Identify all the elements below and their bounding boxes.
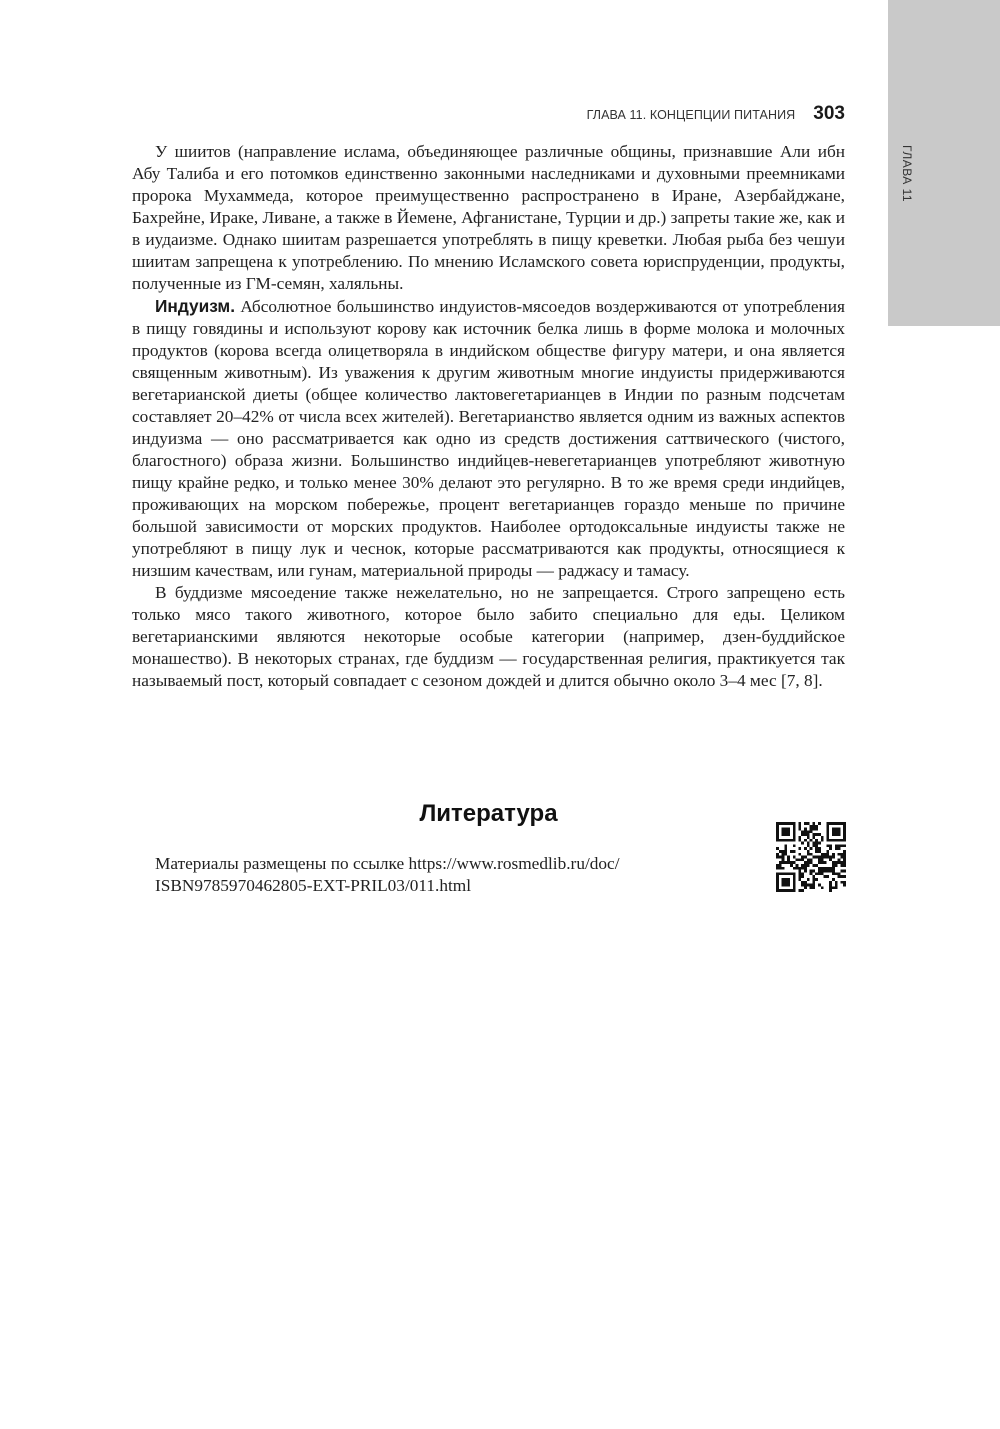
paragraph-hinduism [132, 295, 845, 582]
paragraph-hinduism-heading: Индуизм. [155, 296, 236, 316]
qr-code-icon [776, 822, 846, 892]
literature-heading: Литература [419, 800, 558, 827]
literature-reference [155, 853, 755, 897]
running-head-title: ГЛАВА 11. КОНЦЕПЦИИ ПИТАНИЯ [586, 108, 796, 122]
page-number: 303 [813, 103, 845, 124]
reference-line-2: ISBN9785970462805-EXT-PRIL03/011.html [155, 876, 472, 895]
body-text [132, 141, 845, 692]
paragraph-buddhism: В буддизме мясоедение также нежелательно, но не запрещается. Строго запрещено есть только мясо такого животного, которое было забито специально для еды. Целиком вегетарианскими являются некоторые особые категории (например, дзен-буддийское монашество). В некоторых странах, где буддизм — государственная религия, практикуется так называемый пост, который совпадает с сезоном дождей и длится обычно около 3–4 мес [7, 8]. [132, 583, 845, 690]
paragraph-shia: У шиитов (направление ислама, объединяющее различные общины, признавшие Али ибн Абу Талиба и его потомков единственно законными наследниками и духовными преемниками пророка Мухаммеда, которое преимущественно распространено в Иране, Азербайджане, Бахрейне, Ираке, Ливане, а также в Йемене, Афганистане, Турции и др.) запреты такие же, как и в иудаизме. Однако шиитам разрешается употреблять в пищу креветки. Любая рыба без чешуи шиитам запрещена к употреблению. По мнению Исламского совета юриспруденции, продукты, полученные из ГМ-семян, халяльны. [132, 142, 845, 293]
reference-line-1: Материалы размещены по ссылке https://www.rosmedlib.ru/doc/ [155, 854, 620, 873]
running-head [587, 103, 845, 125]
chapter-side-tab-label: ГЛАВА 11 [900, 145, 914, 203]
paragraph-hinduism-text: Абсолютное большинство индуистов-мясоедов воздерживаются от употребления в пищу говядины и используют корову как источник белка лишь в форме молока и молочных продуктов (корова всегда олицетворяла в индийском обществе фигуру матери, и она является священным животным). Из уважения к другим животным многие индуисты придерживаются вегетарианской диеты (общее количество лактовегетарианцев в Индии по разным подсчетам составляет 20–42% от числа всех жителей). Вегетарианство является одним из важных аспектов индуизма — оно рассматривается как одно из средств достижения саттвического (чистого, благостного) образа жизни. Большинство индийцев-невегетарианцев употребляют животную пищу крайне редко, и только менее 30% делают это регулярно. В то же время среди индийцев, проживающих на морском побережье, процент вегетарианцев гораздо меньше по причине большой зависимости от морских продуктов. Наиболее ортодоксальные индуисты также не употребляют в пищу лук и чеснок, которые рассматриваются как продукты, относящиеся к низшим качествам, или гунам, материальной природы — раджасу и тамасу. [132, 297, 845, 580]
